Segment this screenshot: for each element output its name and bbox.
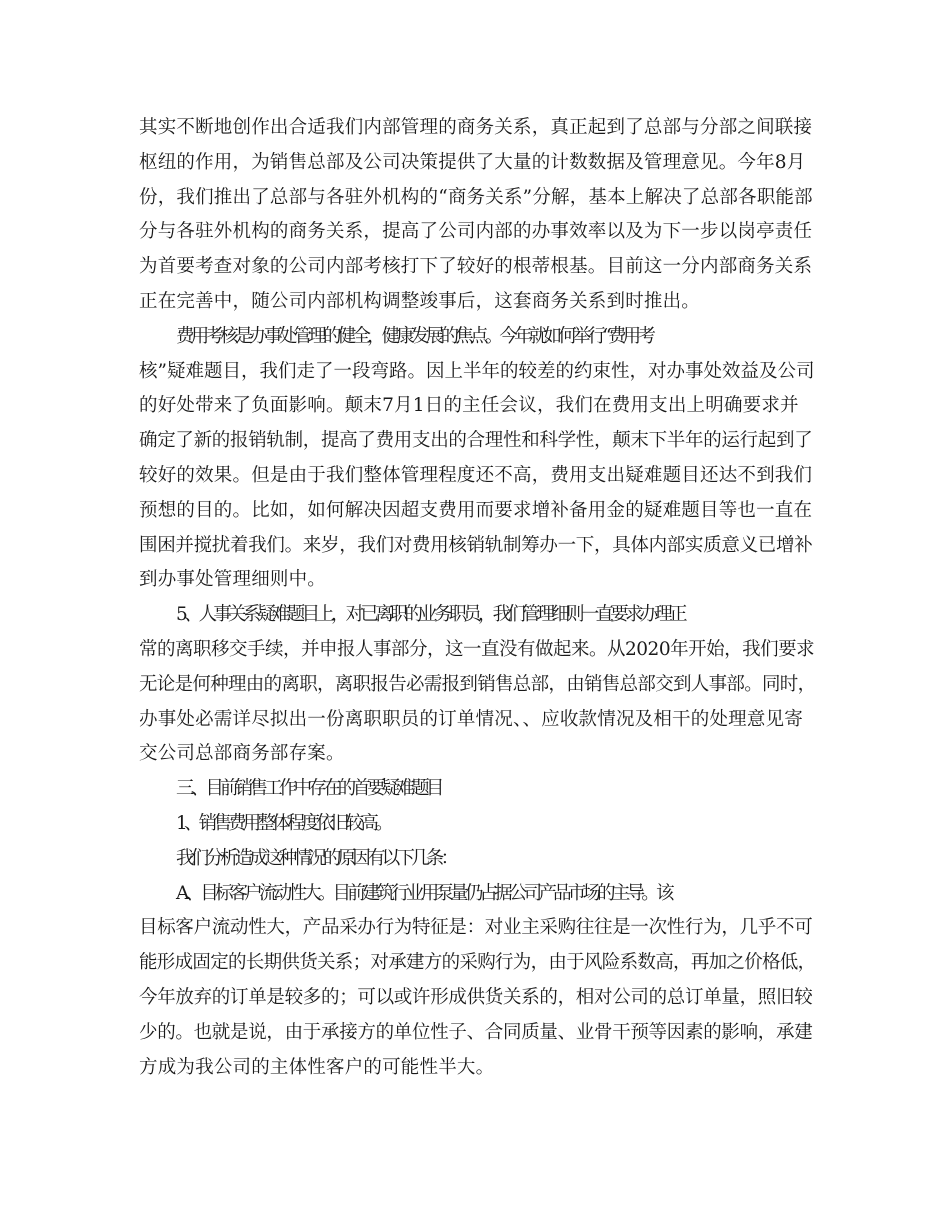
text-line: 我们分析造成这种情况的原因有以下几条： xyxy=(176,847,456,869)
text-line: 少的。也就是说，由于承接方的单位性子、合同质量、业骨干预等因素的影响，承建 xyxy=(139,1021,813,1043)
subsection-heading xyxy=(139,807,815,842)
text-line: 方成为我公司的主体性客户的可能性半大。 xyxy=(139,1056,495,1078)
text-line: 份，我们推出了总部与各驻外机构的“商务关系”分解，基本上解决了总部各职能部 xyxy=(139,186,813,208)
text-line: 正在完善中，随公司内部机构调整竣事后，这套商务关系到时推出。 xyxy=(139,290,701,312)
text-line: 三、目前销售工作中存在的首要疑难题目 xyxy=(176,778,441,800)
paragraph-3 xyxy=(139,598,815,772)
section-heading xyxy=(139,772,815,807)
text-line: 今年放弃的订单是较多的；可以或许形成供货关系的，相对公司的总订单量，照旧较 xyxy=(139,986,813,1008)
text-line: 确定了新的报销轨制，提高了费用支出的合理性和科学性，颠末下半年的运行起到了 xyxy=(139,430,813,452)
paragraph-5 xyxy=(139,877,815,1086)
text-line: A、目标客户流动性大。目前建筑行业用泵量仍占据公司产品市场的主导。该 xyxy=(176,882,671,904)
text-line: 5、人事关系疑难题目上，对已离职的业务职员，我们管理细则一直要求办理正 xyxy=(176,604,684,626)
text-line: 为首要考查对象的公司内部考核打下了较好的根蒂根基。目前这一分内部商务关系 xyxy=(139,256,813,278)
text-line: 无论是何种理由的离职，离职报告必需报到销售总部，由销售总部交到人事部。同时， xyxy=(139,673,816,695)
text-line: 办事处必需详尽拟出一份离职职员的订单情况、、应收款情况及相干的处理意见寄 xyxy=(139,708,803,730)
text-line: 的好处带来了负面影响。颠末7月1日的主任会议，我们在费用支出上明确要求并 xyxy=(139,395,799,417)
text-line: 其实不断地创作出合适我们内部管理的商务关系，真正起到了总部与分部之间联接 xyxy=(139,117,813,138)
text-line: 枢纽的作用，为销售总部及公司决策提供了大量的计数数据及管理意见。今年8月 xyxy=(139,151,806,173)
text-line: 围困并搅扰着我们。来岁，我们对费用核销轨制筹办一下，具体内部实质意义已增补 xyxy=(139,534,813,556)
text-line: 目标客户流动性大，产品采办行为特征是：对业主采购往往是一次性行为，几乎不可 xyxy=(139,917,813,939)
paragraph-1 xyxy=(139,111,815,320)
text-line: 较好的效果。但是由于我们整体管理程度还不高，费用支出疑难题目还达不到我们 xyxy=(139,464,813,486)
text-line: 能形成固定的长期供货关系；对承建方的采购行为，由于风险系数高，再加之价格低， xyxy=(139,952,816,974)
text-line: 常的离职移交手续，并申报人事部分，这一直没有做起来。从2020年开始，我们要求 xyxy=(139,638,815,660)
text-line: 费用考核是办事处管理的健全，健康发展的焦点。今年就如何举行“费用考 xyxy=(176,325,653,347)
text-line: 核”疑难题目，我们走了一段弯路。因上半年的较差的约束性，对办事处效益及公司 xyxy=(139,360,815,382)
text-line: 到办事处管理细则中。 xyxy=(139,569,327,591)
text-line: 预想的目的。比如，如何解决因超支费用而要求增补备用金的疑难题目等也一直在 xyxy=(139,499,813,521)
text-line: 1、销售费用整体程度依旧较高。 xyxy=(176,812,390,834)
paragraph-4 xyxy=(139,842,815,877)
text-line: 分与各驻外机构的商务关系，提高了公司内部的办事效率以及为下一步以岗亭责任 xyxy=(139,221,813,243)
paragraph-2 xyxy=(139,320,815,598)
document-body xyxy=(139,111,815,1085)
text-line: 交公司总部商务部存案。 xyxy=(139,743,345,765)
